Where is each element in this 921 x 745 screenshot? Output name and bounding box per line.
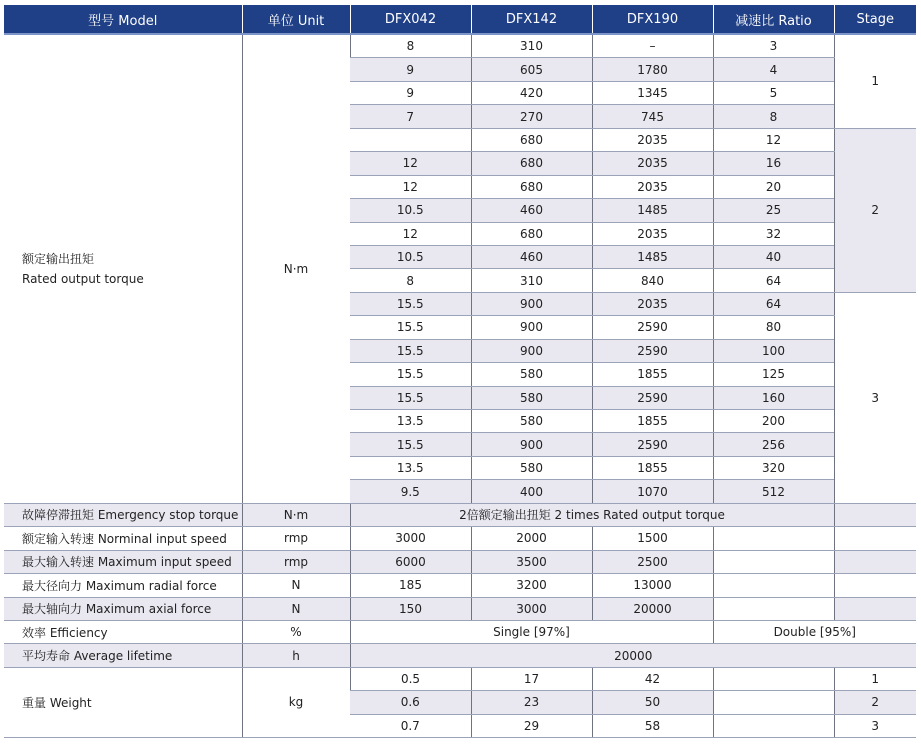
- input-speed-ratio: [713, 527, 834, 550]
- torque-dfx142: 310: [471, 34, 592, 58]
- axial-dfx142: 3000: [471, 597, 592, 620]
- radial-stage: [834, 574, 916, 597]
- weight-stage: 3: [834, 714, 916, 737]
- weight-dfx042: 0.6: [350, 691, 471, 714]
- torque-ratio: 200: [713, 410, 834, 433]
- weight-dfx190: 50: [592, 691, 713, 714]
- axial-label: 最大轴向力 Maximum axial force: [4, 597, 242, 620]
- torque-stage-3: 3: [834, 292, 916, 503]
- torque-unit: N·m: [242, 34, 350, 503]
- input-speed-dfx042: 3000: [350, 527, 471, 550]
- torque-dfx142: 420: [471, 81, 592, 104]
- torque-dfx190: 840: [592, 269, 713, 292]
- torque-dfx042: 10.5: [350, 245, 471, 268]
- torque-dfx190: 1855: [592, 363, 713, 386]
- torque-dfx142: 680: [471, 175, 592, 198]
- weight-dfx190: 42: [592, 667, 713, 690]
- torque-ratio: 5: [713, 81, 834, 104]
- efficiency-unit: %: [242, 620, 350, 643]
- table-row: [4, 574, 916, 597]
- torque-ratio: 160: [713, 386, 834, 409]
- torque-stage-1: 1: [834, 34, 916, 128]
- weight-dfx190: 58: [592, 714, 713, 737]
- radial-dfx042: 185: [350, 574, 471, 597]
- input-speed-label: 额定输入转速 Norminal input speed: [4, 527, 242, 550]
- torque-dfx190: 2590: [592, 339, 713, 362]
- torque-ratio: 25: [713, 199, 834, 222]
- torque-ratio: 32: [713, 222, 834, 245]
- torque-dfx142: 680: [471, 222, 592, 245]
- torque-dfx042: 8: [350, 34, 471, 58]
- weight-ratio: [713, 691, 834, 714]
- torque-dfx142: 680: [471, 128, 592, 151]
- lifetime-label: 平均寿命 Average lifetime: [4, 644, 242, 667]
- weight-dfx142: 17: [471, 667, 592, 690]
- torque-dfx190: 2590: [592, 316, 713, 339]
- torque-dfx042: 8: [350, 269, 471, 292]
- weight-dfx142: 29: [471, 714, 592, 737]
- efficiency-single: Single [97%]: [350, 620, 713, 643]
- torque-dfx042: 15.5: [350, 316, 471, 339]
- torque-dfx142: 310: [471, 269, 592, 292]
- torque-dfx142: 460: [471, 199, 592, 222]
- header-stage: Stage: [834, 5, 916, 34]
- torque-ratio: 100: [713, 339, 834, 362]
- torque-ratio: 64: [713, 269, 834, 292]
- torque-label-en: Rated output torque: [22, 271, 144, 286]
- table-row: [4, 550, 916, 573]
- torque-dfx142: 900: [471, 316, 592, 339]
- torque-dfx190: 1345: [592, 81, 713, 104]
- max-speed-stage: [834, 550, 916, 573]
- radial-unit: N: [242, 574, 350, 597]
- emergency-value: 2倍额定输出扭矩 2 times Rated output torque: [350, 503, 834, 526]
- max-speed-ratio: [713, 550, 834, 573]
- torque-dfx142: 680: [471, 152, 592, 175]
- max-speed-dfx042: 6000: [350, 550, 471, 573]
- torque-dfx190: 1485: [592, 245, 713, 268]
- input-speed-dfx142: 2000: [471, 527, 592, 550]
- torque-ratio: 125: [713, 363, 834, 386]
- emergency-stage: [834, 503, 916, 526]
- torque-dfx190: 2035: [592, 222, 713, 245]
- torque-dfx190: 745: [592, 105, 713, 128]
- spec-table: [4, 5, 916, 738]
- torque-dfx190: 2035: [592, 152, 713, 175]
- axial-ratio: [713, 597, 834, 620]
- weight-stage: 1: [834, 667, 916, 690]
- torque-label-cn: 额定输出扭矩: [22, 251, 95, 266]
- torque-dfx190: 1855: [592, 456, 713, 479]
- header-dfx190: DFX190: [592, 5, 713, 34]
- emergency-unit: N·m: [242, 503, 350, 526]
- torque-dfx142: 580: [471, 456, 592, 479]
- torque-dfx142: 580: [471, 386, 592, 409]
- torque-dfx042: 15.5: [350, 363, 471, 386]
- torque-dfx142: 400: [471, 480, 592, 503]
- table-row: [4, 527, 916, 550]
- torque-dfx042: 9: [350, 81, 471, 104]
- radial-ratio: [713, 574, 834, 597]
- weight-ratio: [713, 714, 834, 737]
- input-speed-dfx190: 1500: [592, 527, 713, 550]
- weight-dfx042: 0.5: [350, 667, 471, 690]
- torque-dfx042: 9: [350, 58, 471, 81]
- torque-dfx142: 900: [471, 339, 592, 362]
- lifetime-unit: h: [242, 644, 350, 667]
- input-speed-stage: [834, 527, 916, 550]
- torque-dfx042: 12: [350, 222, 471, 245]
- radial-label: 最大径向力 Maximum radial force: [4, 574, 242, 597]
- torque-dfx190: 2035: [592, 175, 713, 198]
- torque-dfx142: 580: [471, 363, 592, 386]
- emergency-label: 故障停滞扭矩 Emergency stop torque: [4, 503, 242, 526]
- torque-dfx190: 1070: [592, 480, 713, 503]
- torque-ratio: 512: [713, 480, 834, 503]
- table-row: [4, 667, 916, 690]
- torque-ratio: 20: [713, 175, 834, 198]
- torque-dfx190: –: [592, 34, 713, 58]
- max-speed-dfx190: 2500: [592, 550, 713, 573]
- torque-label: [4, 34, 242, 503]
- torque-ratio: 4: [713, 58, 834, 81]
- torque-dfx142: 580: [471, 410, 592, 433]
- torque-ratio: 256: [713, 433, 834, 456]
- weight-label: 重量 Weight: [4, 667, 242, 737]
- header-row: [4, 5, 916, 34]
- torque-dfx042: 12: [350, 175, 471, 198]
- efficiency-label: 效率 Efficiency: [4, 620, 242, 643]
- torque-dfx042: 15.5: [350, 386, 471, 409]
- max-speed-label: 最大输入转速 Maximum input speed: [4, 550, 242, 573]
- torque-dfx142: 270: [471, 105, 592, 128]
- torque-dfx190: 2035: [592, 292, 713, 315]
- torque-dfx042: 7: [350, 105, 471, 128]
- torque-dfx042: [350, 128, 471, 151]
- torque-dfx142: 900: [471, 433, 592, 456]
- torque-ratio: 8: [713, 105, 834, 128]
- torque-dfx142: 460: [471, 245, 592, 268]
- torque-dfx042: 12: [350, 152, 471, 175]
- torque-ratio: 80: [713, 316, 834, 339]
- weight-dfx042: 0.7: [350, 714, 471, 737]
- torque-ratio: 3: [713, 34, 834, 58]
- torque-dfx142: 605: [471, 58, 592, 81]
- table-row: [4, 620, 916, 643]
- torque-dfx190: 1780: [592, 58, 713, 81]
- header-unit: 单位 Unit: [242, 5, 350, 34]
- torque-dfx042: 9.5: [350, 480, 471, 503]
- radial-dfx142: 3200: [471, 574, 592, 597]
- weight-stage: 2: [834, 691, 916, 714]
- torque-dfx042: 13.5: [350, 456, 471, 479]
- header-ratio: 减速比 Ratio: [713, 5, 834, 34]
- torque-dfx042: 15.5: [350, 292, 471, 315]
- torque-ratio: 16: [713, 152, 834, 175]
- weight-ratio: [713, 667, 834, 690]
- torque-dfx042: 15.5: [350, 433, 471, 456]
- torque-dfx190: 1485: [592, 199, 713, 222]
- axial-dfx042: 150: [350, 597, 471, 620]
- torque-ratio: 40: [713, 245, 834, 268]
- torque-dfx042: 10.5: [350, 199, 471, 222]
- efficiency-double: Double [95%]: [713, 620, 916, 643]
- header-dfx142: DFX142: [471, 5, 592, 34]
- weight-dfx142: 23: [471, 691, 592, 714]
- axial-dfx190: 20000: [592, 597, 713, 620]
- torque-dfx142: 900: [471, 292, 592, 315]
- torque-stage-2: 2: [834, 128, 916, 292]
- table-row: [4, 503, 916, 526]
- torque-ratio: 12: [713, 128, 834, 151]
- header-model: 型号 Model: [4, 5, 242, 34]
- radial-dfx190: 13000: [592, 574, 713, 597]
- input-speed-unit: rmp: [242, 527, 350, 550]
- torque-ratio: 64: [713, 292, 834, 315]
- torque-dfx042: 15.5: [350, 339, 471, 362]
- table-row: [4, 597, 916, 620]
- weight-unit: kg: [242, 667, 350, 737]
- lifetime-value: 20000: [350, 644, 916, 667]
- max-speed-unit: rmp: [242, 550, 350, 573]
- torque-ratio: 320: [713, 456, 834, 479]
- torque-dfx042: 13.5: [350, 410, 471, 433]
- axial-stage: [834, 597, 916, 620]
- header-dfx042: DFX042: [350, 5, 471, 34]
- axial-unit: N: [242, 597, 350, 620]
- torque-dfx190: 2035: [592, 128, 713, 151]
- table-row: [4, 34, 916, 58]
- max-speed-dfx142: 3500: [471, 550, 592, 573]
- table-row: [4, 644, 916, 667]
- torque-dfx190: 2590: [592, 386, 713, 409]
- torque-dfx190: 1855: [592, 410, 713, 433]
- torque-dfx190: 2590: [592, 433, 713, 456]
